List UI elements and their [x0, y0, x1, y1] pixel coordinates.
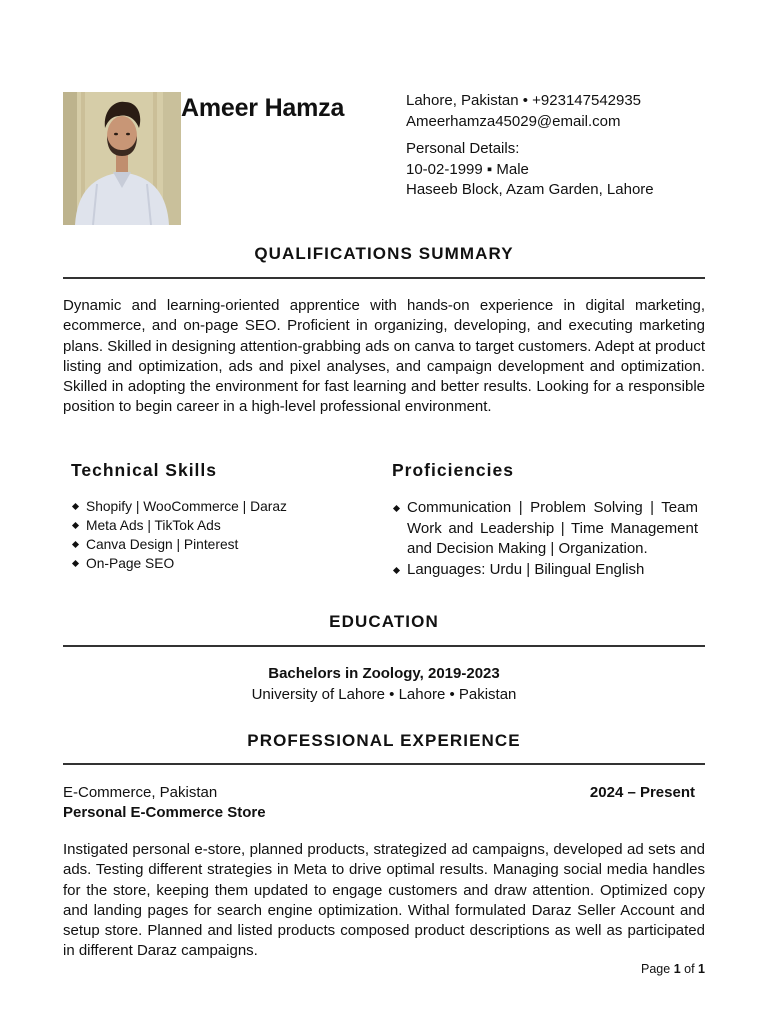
section-divider — [63, 645, 705, 647]
address-text: Haseeb Block, Azam Garden, Lahore — [406, 181, 654, 198]
degree-title: Bachelors in Zoology, 2019-2023 — [268, 665, 500, 682]
page-number — [641, 961, 705, 977]
dob-gender: 10-02-1999 ▪ Male — [406, 160, 529, 178]
section-divider — [63, 277, 705, 279]
technical-skills-heading: Technical Skills — [71, 460, 218, 480]
experience-description: Instigated personal e-store, planned products, strategized ad campaigns, developed ad sets and ads. Testing different strategies in Meta to drive optimal results. Managing social media handles for the store, keeping them updated to engage customers and draw attention. Optimized copy and landing pages for search engine optimization. Withal formulated Daraz Seller Account and setup store. Planned and listed products composed product descriptions as well as participated in different Daraz campaigns. — [63, 841, 705, 960]
experience-role: Personal E-Commerce Store — [63, 804, 266, 821]
email-text: Ameerhamza45029@email.com — [406, 112, 621, 130]
list-item: Canva Design | Pinterest — [71, 535, 371, 554]
experience-dates: 2024 – Present — [589, 784, 695, 801]
education-heading: EDUCATION — [329, 612, 439, 631]
qualifications-heading: QUALIFICATIONS SUMMARY — [254, 244, 514, 263]
technical-skills-list — [71, 497, 371, 573]
personal-details-label: Personal Details: — [406, 140, 520, 157]
page-word: Page — [641, 962, 671, 976]
proficiencies-heading: Proficiencies — [392, 460, 514, 480]
experience-heading: PROFESSIONAL EXPERIENCE — [247, 731, 521, 750]
proficiencies-list — [392, 498, 698, 580]
qualifications-summary-text: Dynamic and learning-oriented apprentice with hands-on experience in digital marketing, ecommerce, and on-page SEO. Proficient in organizing, developing, and executing marketing plans. Skilled in designing attention-grabbing ads on canva to target customers. Adept at product listing and optimization, ads and pixel analyses, and campaign development and optimization. Skilled in adopting the environment for fast learning and better results. Looking for a responsible position to begin career in a high-level professional environment. — [63, 297, 705, 416]
of-word: of — [684, 962, 695, 976]
list-item: Communication | Problem Solving | Team Work and Leadership | Time Management and Decision Making | Organization. — [392, 498, 698, 560]
institution-text: University of Lahore • Lahore • Pakistan — [251, 685, 517, 703]
list-item: Meta Ads | TikTok Ads — [71, 516, 371, 535]
total-pages: 1 — [698, 962, 705, 976]
contact-block — [406, 91, 654, 201]
location-phone: Lahore, Pakistan • +923147542935 — [406, 92, 642, 109]
education-entry — [63, 664, 705, 705]
section-divider — [63, 763, 705, 765]
current-page: 1 — [673, 962, 681, 976]
candidate-name: Ameer Hamza — [181, 94, 345, 122]
list-item: On-Page SEO — [71, 554, 371, 573]
profile-photo — [63, 92, 181, 225]
person-photo-icon — [63, 92, 181, 225]
list-item: Languages: Urdu | Bilingual English — [392, 560, 698, 581]
experience-location: E-Commerce, Pakistan — [63, 784, 218, 801]
list-item: Shopify | WooCommerce | Daraz — [71, 497, 371, 516]
